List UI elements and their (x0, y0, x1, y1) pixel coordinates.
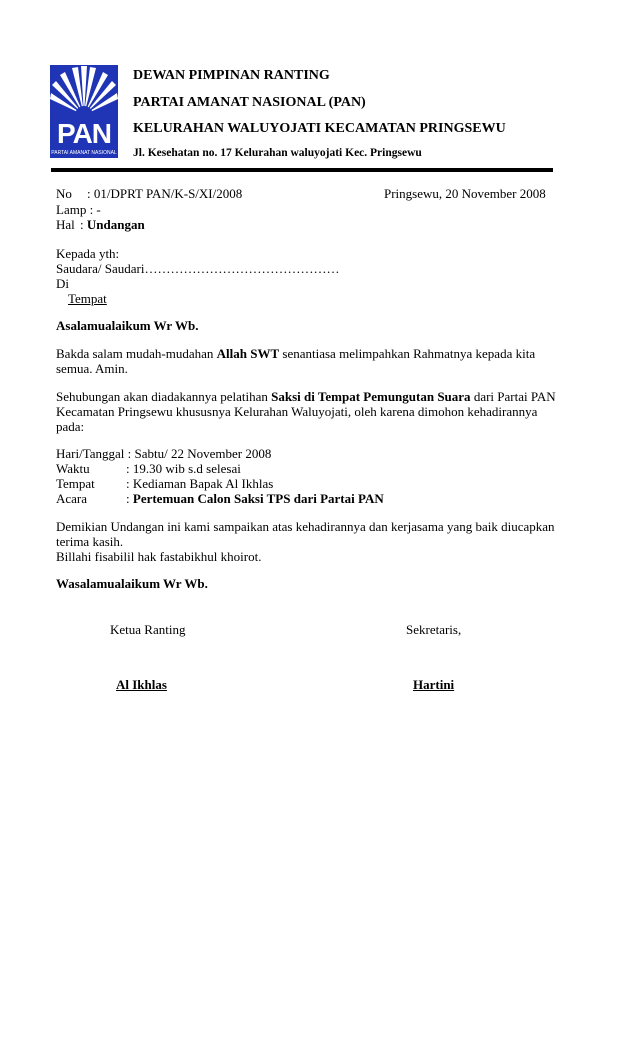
para2-line2: Kecamatan Pringsewu khususnya Kelurahan Waluyojati, oleh karena dimohon kehadirannya (56, 404, 538, 419)
para2-line1 (56, 389, 556, 405)
ref-hal-value: Undangan (86, 217, 145, 232)
signature-right-title: Sekretaris, (406, 622, 462, 637)
detail-acara (56, 491, 384, 507)
letterhead-address: Jl. Kesehatan no. 17 Kelurahan waluyojati Kec. Pringsewu (133, 147, 422, 159)
detail-acara-value: Pertemuan Calon Saksi TPS dari Partai PAN (132, 491, 384, 506)
detail-hari-label: Hari/Tanggal (56, 446, 125, 461)
ref-lamp: Lamp : - (56, 202, 101, 217)
detail-waktu-label: Waktu (56, 461, 90, 476)
para1-after: senantiasa melimpahkan Rahmatnya kepada kita (279, 346, 536, 361)
ref-no-label: No (56, 186, 72, 201)
logo-letters: PAN (56, 118, 112, 149)
signature-left-name: Al Ikhlas (116, 677, 167, 692)
detail-tempat (56, 476, 273, 492)
detail-acara-label: Acara (56, 491, 88, 506)
para2-bold: Saksi di Tempat Pemungutan Suara (271, 389, 471, 404)
ref-no-value: : 01/DPRT PAN/K-S/XI/2008 (87, 186, 243, 201)
pan-logo (50, 65, 118, 158)
ref-hal-label: Hal (56, 217, 75, 232)
letterhead-divider (51, 168, 553, 172)
detail-tempat-label: Tempat (56, 476, 95, 491)
recipient-tempat: Tempat (68, 291, 107, 306)
greeting: Asalamualaikum Wr Wb. (56, 318, 199, 333)
ref-no (56, 186, 242, 202)
detail-acara-sep: : (126, 491, 133, 506)
letterhead-line-1: DEWAN PIMPINAN RANTING (133, 68, 330, 83)
ref-hal-sep: : (80, 217, 87, 232)
detail-hari (56, 446, 271, 462)
para1-line1 (56, 346, 535, 362)
signature-left-title: Ketua Ranting (110, 622, 186, 637)
para2-before: Sehubungan akan diadakannya pelatihan (56, 389, 272, 404)
detail-hari-value: : Sabtu/ 22 November 2008 (127, 446, 272, 461)
para1-bold: Allah SWT (216, 346, 280, 361)
recipient-kepada: Kepada yth: (56, 246, 120, 261)
para2-line3: pada: (56, 419, 85, 434)
recipient-di: Di (56, 276, 69, 291)
letterhead-line-2: PARTAI AMANAT NASIONAL (PAN) (133, 95, 366, 110)
closing-line1: Demikian Undangan ini kami sampaikan atas kehadirannya dan kerjasama yang baik diucapkan (56, 519, 555, 534)
closing-salam: Wasalamualaikum Wr Wb. (56, 576, 208, 591)
closing-line2: terima kasih. (56, 534, 124, 549)
letterhead-line-3: KELURAHAN WALUYOJATI KECAMATAN PRINGSEWU (133, 121, 506, 136)
para2-after: dari Partai PAN (470, 389, 556, 404)
para1-line2: semua. Amin. (56, 361, 128, 376)
detail-waktu (56, 461, 241, 477)
ref-hal (56, 217, 145, 233)
logo-caption: PARTAI AMANAT NASIONAL (51, 150, 117, 156)
para1-before: Bakda salam mudah-mudahan (56, 346, 217, 361)
place-date: Pringsewu, 20 November 2008 (384, 186, 546, 201)
detail-tempat-value: : Kediaman Bapak Al Ikhlas (126, 476, 274, 491)
recipient-saudara: Saudara/ Saudari……………………………………… (56, 261, 340, 276)
sun-rays-icon (50, 65, 118, 125)
signature-right-name: Hartini (413, 677, 455, 692)
detail-waktu-value: : 19.30 wib s.d selesai (126, 461, 241, 476)
closing-line3: Billahi fisabilil hak fastabikhul khoirot. (56, 549, 262, 564)
